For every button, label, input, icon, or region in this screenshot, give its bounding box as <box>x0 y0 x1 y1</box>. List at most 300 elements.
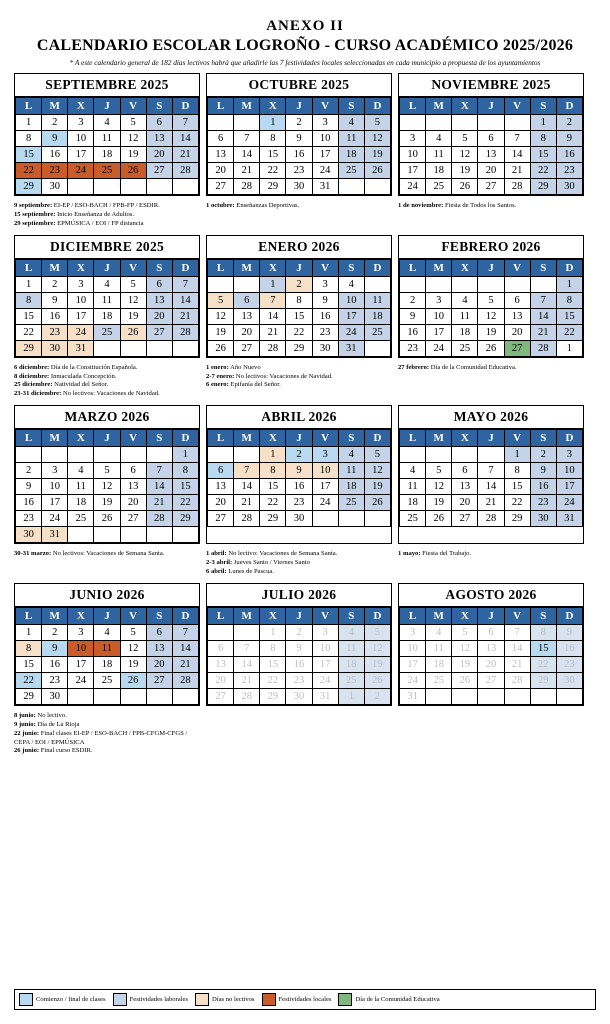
weekday-header-l-0: L <box>16 259 42 276</box>
day-cell-empty <box>478 447 504 463</box>
weekday-header-j-3: J <box>478 259 504 276</box>
weekday-header-l-0: L <box>208 430 234 447</box>
day-cell: 7 <box>172 624 198 640</box>
month-notes <box>14 364 200 400</box>
day-cell: 8 <box>260 640 286 656</box>
day-cell-empty <box>452 276 478 292</box>
legend-item <box>195 993 255 1006</box>
day-cell-empty <box>94 447 120 463</box>
day-cell: 3 <box>312 624 338 640</box>
day-cell: 8 <box>16 640 42 656</box>
day-cell: 12 <box>208 308 234 324</box>
day-cell: 22 <box>16 324 42 340</box>
week-row <box>16 147 199 163</box>
week-row <box>400 179 583 195</box>
day-cell: 23 <box>556 656 582 672</box>
month-notes <box>398 712 584 756</box>
day-cell: 11 <box>338 463 364 479</box>
month-calendar <box>14 405 200 544</box>
day-cell: 24 <box>400 672 426 688</box>
week-row <box>16 292 199 308</box>
weekday-header-l-0: L <box>400 430 426 447</box>
day-cell: 28 <box>172 672 198 688</box>
day-cell: 22 <box>260 672 286 688</box>
week-row <box>400 463 583 479</box>
day-cell: 26 <box>120 163 146 179</box>
page-title: CALENDARIO ESCOLAR LOGROÑO - CURSO ACADÉMICO 2025/2026 <box>36 37 574 54</box>
legend-label: Festividades locales <box>278 996 332 1003</box>
day-cell: 12 <box>364 131 390 147</box>
day-cell: 14 <box>478 479 504 495</box>
day-cell: 2 <box>530 447 556 463</box>
day-cell-empty <box>504 115 530 131</box>
day-cell: 15 <box>16 656 42 672</box>
day-cell: 14 <box>172 131 198 147</box>
weekday-header-j-3: J <box>286 430 312 447</box>
day-cell: 5 <box>364 447 390 463</box>
calendar-row <box>14 583 596 706</box>
day-cell-empty <box>146 179 172 195</box>
day-cell-empty <box>364 179 390 195</box>
day-cell: 28 <box>172 324 198 340</box>
week-row <box>400 656 583 672</box>
week-row <box>400 511 583 527</box>
day-cell: 19 <box>426 495 452 511</box>
day-cell: 19 <box>452 163 478 179</box>
weekday-header-d-6: D <box>556 259 582 276</box>
day-cell: 5 <box>478 292 504 308</box>
note-date: 26 junio: <box>14 747 40 755</box>
note-text: Enseñanzas Deportivas. <box>234 202 300 209</box>
day-cell-empty <box>146 688 172 704</box>
day-cell: 5 <box>426 463 452 479</box>
day-cell: 18 <box>94 656 120 672</box>
day-cell: 12 <box>120 131 146 147</box>
day-cell: 29 <box>504 511 530 527</box>
day-cell: 11 <box>338 640 364 656</box>
day-cell: 19 <box>364 147 390 163</box>
weekday-header-m-1: M <box>234 98 260 115</box>
notes-row <box>14 198 596 229</box>
month-day-table <box>15 97 199 195</box>
day-cell: 29 <box>260 688 286 704</box>
day-cell: 28 <box>234 511 260 527</box>
month-calendar <box>14 583 200 706</box>
legend <box>14 989 596 1010</box>
legend-swatch <box>338 993 352 1006</box>
day-cell: 12 <box>452 147 478 163</box>
month-notes <box>398 364 584 400</box>
day-cell: 23 <box>312 324 338 340</box>
day-cell: 15 <box>260 479 286 495</box>
month-calendar <box>398 583 584 706</box>
weekday-header-x-2: X <box>68 98 94 115</box>
weekday-header-s-5: S <box>338 98 364 115</box>
month-title: JUNIO 2026 <box>15 584 199 607</box>
day-cell: 22 <box>530 163 556 179</box>
weekday-header-j-3: J <box>94 98 120 115</box>
day-cell: 31 <box>68 340 94 356</box>
day-cell: 19 <box>364 479 390 495</box>
day-cell: 23 <box>286 672 312 688</box>
day-cell-empty <box>94 179 120 195</box>
note-date: 9 junio: <box>14 720 36 728</box>
day-cell: 24 <box>312 163 338 179</box>
note-text: No lectivos: Vacaciones de Navidad. <box>234 372 333 380</box>
day-cell: 11 <box>400 479 426 495</box>
week-row <box>400 447 583 463</box>
weekday-header-v-4: V <box>504 259 530 276</box>
weekday-header-x-2: X <box>260 607 286 624</box>
day-cell: 21 <box>234 495 260 511</box>
note-date: 2-7 enero: <box>206 372 235 380</box>
day-cell: 1 <box>338 688 364 704</box>
day-cell: 16 <box>286 147 312 163</box>
day-cell: 29 <box>530 672 556 688</box>
day-cell: 26 <box>364 163 390 179</box>
month-day-table <box>399 97 583 195</box>
day-cell: 15 <box>172 479 198 495</box>
month-notes <box>14 202 200 229</box>
week-row <box>208 495 391 511</box>
day-cell: 25 <box>338 163 364 179</box>
day-cell: 13 <box>452 479 478 495</box>
day-cell: 1 <box>530 115 556 131</box>
month-calendar <box>14 73 200 196</box>
month-notes <box>206 364 392 400</box>
day-cell: 10 <box>312 640 338 656</box>
day-cell: 26 <box>364 495 390 511</box>
day-cell: 9 <box>42 131 68 147</box>
day-cell: 17 <box>68 147 94 163</box>
day-cell-empty <box>94 340 120 356</box>
day-cell: 28 <box>478 511 504 527</box>
weekday-header-l-0: L <box>208 98 234 115</box>
day-cell: 9 <box>556 131 582 147</box>
day-cell-empty <box>478 276 504 292</box>
day-cell: 15 <box>286 308 312 324</box>
day-cell: 11 <box>364 292 390 308</box>
day-cell: 22 <box>260 495 286 511</box>
weekday-header-d-6: D <box>556 607 582 624</box>
notes-row <box>14 708 596 756</box>
day-cell-empty <box>426 276 452 292</box>
weekday-header-m-1: M <box>42 259 68 276</box>
day-cell: 15 <box>16 147 42 163</box>
weekday-header-l-0: L <box>16 430 42 447</box>
day-cell: 26 <box>120 324 146 340</box>
day-cell-empty <box>426 447 452 463</box>
day-cell: 30 <box>42 179 68 195</box>
weekday-header-x-2: X <box>68 430 94 447</box>
week-row <box>208 463 391 479</box>
weekday-header-x-2: X <box>260 430 286 447</box>
day-cell: 2 <box>286 447 312 463</box>
day-cell: 22 <box>172 495 198 511</box>
day-cell-empty <box>478 688 504 704</box>
day-cell: 25 <box>364 324 390 340</box>
weekday-header-v-4: V <box>504 430 530 447</box>
day-cell: 6 <box>208 463 234 479</box>
month-notes <box>14 712 200 756</box>
day-cell: 4 <box>94 276 120 292</box>
day-cell: 22 <box>16 163 42 179</box>
weekday-header-m-1: M <box>426 259 452 276</box>
day-cell: 6 <box>452 463 478 479</box>
week-row <box>208 292 391 308</box>
day-cell: 17 <box>312 479 338 495</box>
day-cell: 24 <box>400 179 426 195</box>
day-cell: 6 <box>504 292 530 308</box>
day-cell: 14 <box>504 147 530 163</box>
day-cell-empty <box>530 276 556 292</box>
day-cell: 17 <box>68 308 94 324</box>
weekday-header-d-6: D <box>172 430 198 447</box>
day-cell: 18 <box>338 147 364 163</box>
day-cell: 2 <box>42 276 68 292</box>
day-cell: 23 <box>42 163 68 179</box>
day-cell: 24 <box>68 163 94 179</box>
note-text: EPMÚSICA / EOI / FP distancia <box>55 219 144 227</box>
weekday-header-v-4: V <box>504 607 530 624</box>
notes-row <box>14 360 596 400</box>
week-row <box>400 340 583 356</box>
weekday-header-x-2: X <box>452 607 478 624</box>
day-cell: 29 <box>16 179 42 195</box>
note-line <box>206 373 392 382</box>
day-cell: 6 <box>146 624 172 640</box>
day-cell-empty <box>16 447 42 463</box>
day-cell: 12 <box>452 640 478 656</box>
day-cell: 3 <box>400 131 426 147</box>
day-cell: 12 <box>364 640 390 656</box>
weekday-header-x-2: X <box>452 98 478 115</box>
day-cell: 27 <box>146 672 172 688</box>
week-row <box>208 324 391 340</box>
legend-label: Día de la Comunidad Educativa <box>355 996 440 1003</box>
day-cell: 20 <box>208 495 234 511</box>
day-cell: 8 <box>172 463 198 479</box>
weekday-header-v-4: V <box>312 259 338 276</box>
day-cell: 12 <box>478 308 504 324</box>
day-cell: 26 <box>120 672 146 688</box>
note-line <box>398 202 584 211</box>
day-cell: 15 <box>16 308 42 324</box>
day-cell: 9 <box>286 463 312 479</box>
day-cell: 25 <box>94 163 120 179</box>
day-cell: 14 <box>172 292 198 308</box>
day-cell: 13 <box>234 308 260 324</box>
day-cell: 30 <box>556 179 582 195</box>
note-line <box>14 730 200 748</box>
day-cell: 7 <box>234 640 260 656</box>
day-cell: 12 <box>364 463 390 479</box>
day-cell: 26 <box>208 340 234 356</box>
month-calendar <box>14 235 200 358</box>
day-cell-empty <box>208 624 234 640</box>
day-cell: 30 <box>312 340 338 356</box>
day-cell: 31 <box>42 527 68 543</box>
day-cell: 27 <box>478 179 504 195</box>
weekday-header-l-0: L <box>208 607 234 624</box>
day-cell: 18 <box>338 656 364 672</box>
day-cell: 20 <box>208 672 234 688</box>
day-cell: 8 <box>530 624 556 640</box>
week-row <box>400 688 583 704</box>
day-cell: 17 <box>312 147 338 163</box>
note-text: Epifanía del Señor. <box>228 381 281 389</box>
calendar-row <box>14 235 596 358</box>
day-cell: 23 <box>16 511 42 527</box>
day-cell: 1 <box>260 447 286 463</box>
day-cell: 6 <box>208 640 234 656</box>
legend-swatch <box>262 993 276 1006</box>
day-cell: 30 <box>286 179 312 195</box>
day-cell: 9 <box>400 308 426 324</box>
day-cell: 29 <box>260 179 286 195</box>
day-cell: 11 <box>338 131 364 147</box>
day-cell: 25 <box>338 495 364 511</box>
week-row <box>16 163 199 179</box>
week-row <box>400 672 583 688</box>
notes-row <box>14 546 596 577</box>
note-date: 30-31 marzo: <box>14 550 52 558</box>
day-cell: 27 <box>504 340 530 356</box>
week-row <box>16 447 199 463</box>
day-cell: 28 <box>504 179 530 195</box>
day-cell: 14 <box>172 640 198 656</box>
day-cell: 7 <box>530 292 556 308</box>
day-cell: 23 <box>400 340 426 356</box>
day-cell: 4 <box>94 624 120 640</box>
day-cell: 29 <box>16 688 42 704</box>
day-cell-empty <box>426 115 452 131</box>
day-cell: 19 <box>120 308 146 324</box>
day-cell: 31 <box>338 340 364 356</box>
day-cell: 13 <box>478 640 504 656</box>
week-row <box>208 179 391 195</box>
note-date: 27 febrero: <box>398 363 430 371</box>
day-cell: 17 <box>312 656 338 672</box>
day-cell: 26 <box>452 179 478 195</box>
weekday-header-j-3: J <box>94 607 120 624</box>
day-cell-empty <box>504 688 530 704</box>
day-cell: 7 <box>504 624 530 640</box>
day-cell: 16 <box>42 308 68 324</box>
day-cell: 12 <box>94 479 120 495</box>
weekday-header-d-6: D <box>172 607 198 624</box>
week-row <box>16 179 199 195</box>
day-cell: 30 <box>556 672 582 688</box>
week-row <box>16 131 199 147</box>
weekday-header-x-2: X <box>452 259 478 276</box>
day-cell: 9 <box>16 479 42 495</box>
day-cell: 27 <box>478 672 504 688</box>
day-cell: 4 <box>338 447 364 463</box>
weekday-header-v-4: V <box>120 430 146 447</box>
note-text: Natividad del Señor. <box>52 381 109 389</box>
week-row <box>16 324 199 340</box>
day-cell: 6 <box>478 624 504 640</box>
day-cell: 30 <box>42 340 68 356</box>
day-cell: 6 <box>120 463 146 479</box>
day-cell: 19 <box>120 147 146 163</box>
day-cell-empty <box>556 688 582 704</box>
day-cell: 10 <box>338 292 364 308</box>
day-cell: 18 <box>426 163 452 179</box>
day-cell: 20 <box>452 495 478 511</box>
legend-item <box>113 993 188 1006</box>
weekday-header-l-0: L <box>400 607 426 624</box>
month-calendar <box>206 73 392 196</box>
day-cell: 17 <box>338 308 364 324</box>
note-text: Año Nuevo <box>228 363 261 371</box>
weekday-header-s-5: S <box>146 98 172 115</box>
day-cell: 4 <box>94 115 120 131</box>
day-cell: 6 <box>146 115 172 131</box>
day-cell: 18 <box>364 308 390 324</box>
day-cell: 8 <box>286 292 312 308</box>
day-cell: 13 <box>504 308 530 324</box>
day-cell: 11 <box>94 131 120 147</box>
day-cell: 9 <box>312 292 338 308</box>
week-row <box>400 163 583 179</box>
day-cell: 28 <box>172 163 198 179</box>
day-cell: 29 <box>286 340 312 356</box>
month-day-table <box>399 607 583 705</box>
day-cell: 7 <box>172 276 198 292</box>
day-cell: 28 <box>260 340 286 356</box>
day-cell: 13 <box>120 479 146 495</box>
note-text: Final clases EI-EP / ESO-BACH / FPB-CFGM-CFGS / CEPA / EOI / EPMÚSICA <box>14 729 188 746</box>
weekday-header-j-3: J <box>286 259 312 276</box>
note-date: 9 septiembre: <box>14 202 53 209</box>
day-cell: 9 <box>556 624 582 640</box>
day-cell: 30 <box>530 511 556 527</box>
note-text: Inmaculada Concepción. <box>49 372 117 380</box>
day-cell: 4 <box>426 624 452 640</box>
day-cell-empty <box>208 447 234 463</box>
day-cell: 21 <box>172 656 198 672</box>
day-cell: 21 <box>504 163 530 179</box>
day-cell: 10 <box>42 479 68 495</box>
day-cell: 21 <box>478 495 504 511</box>
week-row <box>208 640 391 656</box>
day-cell: 9 <box>42 292 68 308</box>
weekday-header-l-0: L <box>400 259 426 276</box>
day-cell: 2 <box>286 115 312 131</box>
month-day-table <box>15 607 199 705</box>
day-cell: 29 <box>172 511 198 527</box>
note-line <box>398 364 584 373</box>
day-cell: 10 <box>400 147 426 163</box>
day-cell: 31 <box>312 179 338 195</box>
month-day-table <box>15 259 199 357</box>
day-cell: 24 <box>42 511 68 527</box>
day-cell: 7 <box>478 463 504 479</box>
weekday-header-m-1: M <box>42 607 68 624</box>
week-row <box>208 511 391 527</box>
legend-item <box>262 993 332 1006</box>
month-title: MARZO 2026 <box>15 406 199 429</box>
day-cell: 3 <box>68 115 94 131</box>
week-row <box>400 324 583 340</box>
month-title: NOVIEMBRE 2025 <box>399 74 583 97</box>
note-date: 6 abril: <box>206 568 227 576</box>
day-cell: 21 <box>504 656 530 672</box>
month-notes <box>206 712 392 756</box>
note-text: Lunes de Pascua. <box>226 568 274 576</box>
